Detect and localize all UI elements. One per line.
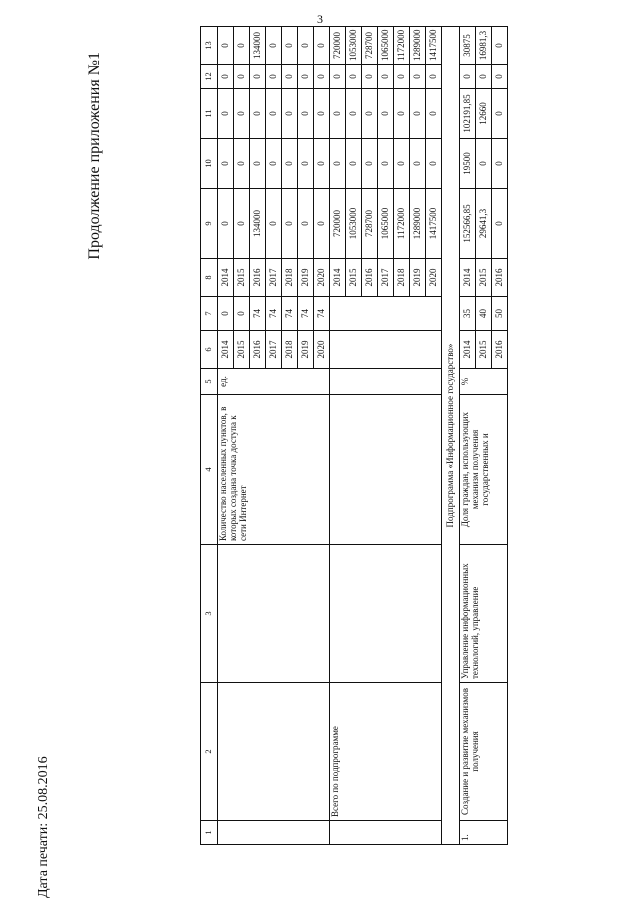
table-cell: 2014 <box>330 259 346 297</box>
header-cell: 7 <box>201 297 218 331</box>
table-cell: 0 <box>282 89 298 139</box>
table-cell: 2018 <box>282 331 298 369</box>
table-cell: 74 <box>314 297 330 331</box>
table-cell: 0 <box>282 189 298 259</box>
table-cell: 0 <box>250 65 266 89</box>
table-cell: 0 <box>426 65 442 89</box>
header-cell: 8 <box>201 259 218 297</box>
table-cell: 2020 <box>426 259 442 297</box>
table-cell: 0 <box>314 65 330 89</box>
table-cell: 2018 <box>394 259 410 297</box>
table-cell: 0 <box>234 27 250 65</box>
table-cell: 2017 <box>266 259 282 297</box>
table-cell: 40 <box>476 297 492 331</box>
table-cell: 2015 <box>234 259 250 297</box>
table-cell: 0 <box>492 189 508 259</box>
empty-cell <box>218 821 330 845</box>
table-cell: 2014 <box>460 259 476 297</box>
table-cell: 2014 <box>218 331 234 369</box>
appendix-title: Продолжение приложения №1 <box>86 52 103 260</box>
table-cell: 74 <box>298 297 314 331</box>
empty-cell <box>330 297 442 331</box>
empty-cell <box>330 395 442 545</box>
table-cell: 2020 <box>314 259 330 297</box>
table-cell: 0 <box>218 189 234 259</box>
table-cell: 0 <box>346 139 362 189</box>
table-cell: 0 <box>410 89 426 139</box>
table-cell: 1065000 <box>378 27 394 65</box>
table-cell: 2015 <box>346 259 362 297</box>
table-cell: 0 <box>234 189 250 259</box>
empty-cell <box>330 821 442 845</box>
table-cell: 728700 <box>362 189 378 259</box>
table-cell: 29641,3 <box>476 189 492 259</box>
table-cell: 0 <box>234 297 250 331</box>
table-cell: 2014 <box>218 259 234 297</box>
table-cell: 0 <box>378 139 394 189</box>
table-cell: 0 <box>314 189 330 259</box>
empty-cell <box>330 369 442 395</box>
table-cell: 0 <box>492 65 508 89</box>
table-cell: 2020 <box>314 331 330 369</box>
table-cell: 0 <box>314 27 330 65</box>
table-cell: 0 <box>218 297 234 331</box>
table-cell: 0 <box>378 65 394 89</box>
table-cell: 1172000 <box>394 27 410 65</box>
empty-cell <box>218 683 330 821</box>
table-cell: 2016 <box>250 331 266 369</box>
item-unit-cell: % <box>460 369 508 395</box>
table-cell: 0 <box>362 89 378 139</box>
table-cell: 0 <box>394 139 410 189</box>
total-label-cell: Всего по подпрограмме <box>330 683 442 821</box>
indicator-cell: Количество населенных пунктов, в которых создана точка доступа к сети Интернет <box>218 395 330 545</box>
table-cell: 720000 <box>330 27 346 65</box>
table-cell: 0 <box>266 27 282 65</box>
program-table <box>200 26 508 845</box>
table-cell: 0 <box>330 139 346 189</box>
table-cell: 2016 <box>250 259 266 297</box>
header-cell: 5 <box>201 369 218 395</box>
table-cell: 74 <box>266 297 282 331</box>
table-cell: 0 <box>298 189 314 259</box>
table-cell: 0 <box>394 65 410 89</box>
header-cell: 2 <box>201 683 218 821</box>
table-cell: 0 <box>362 139 378 189</box>
table-cell: 0 <box>362 65 378 89</box>
table-cell: 2018 <box>282 259 298 297</box>
table-cell: 0 <box>250 139 266 189</box>
table-cell: 2015 <box>234 331 250 369</box>
table-row <box>330 27 346 845</box>
table-cell: 16981,3 <box>476 27 492 65</box>
table-cell: 1417500 <box>426 189 442 259</box>
table-cell: 134000 <box>250 189 266 259</box>
table-cell: 0 <box>314 89 330 139</box>
table-cell: 0 <box>298 89 314 139</box>
table-cell: 0 <box>298 139 314 189</box>
table-cell: 35 <box>460 297 476 331</box>
unit-cell: ед. <box>218 369 330 395</box>
table-row <box>218 27 234 845</box>
table-cell: 0 <box>476 65 492 89</box>
header-row <box>201 27 218 845</box>
header-cell: 4 <box>201 395 218 545</box>
table-cell: 1172000 <box>394 189 410 259</box>
table-cell: 0 <box>298 65 314 89</box>
header-cell: 9 <box>201 189 218 259</box>
table-cell: 0 <box>330 89 346 139</box>
table-cell: 0 <box>218 89 234 139</box>
table-cell: 0 <box>282 27 298 65</box>
header-cell: 6 <box>201 331 218 369</box>
table-cell: 0 <box>426 139 442 189</box>
table-cell: 0 <box>234 65 250 89</box>
subprogram-title: Подпрограмма «Информационное государство» <box>442 27 460 845</box>
header-cell: 11 <box>201 89 218 139</box>
table-cell: 0 <box>346 89 362 139</box>
table-cell: 728700 <box>362 27 378 65</box>
header-cell: 3 <box>201 545 218 683</box>
table-cell: 720000 <box>330 189 346 259</box>
table-cell: 12660 <box>476 89 492 139</box>
table-cell: 0 <box>492 89 508 139</box>
table-cell: 74 <box>282 297 298 331</box>
table-cell: 152566,85 <box>460 189 476 259</box>
table-cell: 0 <box>378 89 394 139</box>
table-cell: 1417500 <box>426 27 442 65</box>
table-cell: 0 <box>218 65 234 89</box>
empty-cell <box>330 545 442 683</box>
header-cell: 12 <box>201 65 218 89</box>
table-cell: 1289000 <box>410 27 426 65</box>
empty-cell <box>218 545 330 683</box>
print-date: Дата печати: 25.08.2016 <box>36 756 51 898</box>
table-cell: 0 <box>314 139 330 189</box>
table-cell: 0 <box>394 89 410 139</box>
table-cell: 0 <box>266 65 282 89</box>
item-name-cell: Создание и развитие механизмов получения <box>460 683 508 821</box>
empty-cell <box>330 331 442 369</box>
table-cell: 1289000 <box>410 189 426 259</box>
item-number: 1. <box>460 821 508 845</box>
table-cell: 2016 <box>362 259 378 297</box>
table-cell: 2017 <box>378 259 394 297</box>
table-cell: 2019 <box>298 331 314 369</box>
table-cell: 0 <box>410 139 426 189</box>
table-row <box>460 27 476 845</box>
table-cell: 74 <box>250 297 266 331</box>
header-cell: 1 <box>201 821 218 845</box>
table-cell: 0 <box>330 65 346 89</box>
table-cell: 0 <box>234 89 250 139</box>
table-cell: 1053000 <box>346 189 362 259</box>
table-cell: 0 <box>282 139 298 189</box>
table-cell: 0 <box>234 139 250 189</box>
header-cell: 13 <box>201 27 218 65</box>
table-cell: 0 <box>346 65 362 89</box>
table-cell: 0 <box>266 189 282 259</box>
table-cell: 1053000 <box>346 27 362 65</box>
table-cell: 2014 <box>460 331 476 369</box>
table-cell: 50 <box>492 297 508 331</box>
table-cell: 0 <box>492 139 508 189</box>
table-cell: 0 <box>426 89 442 139</box>
subprogram-row <box>442 27 460 845</box>
table-cell: 2015 <box>476 259 492 297</box>
table-cell: 102191,85 <box>460 89 476 139</box>
table-cell: 0 <box>492 27 508 65</box>
table-cell: 2019 <box>410 259 426 297</box>
page-number: 3 <box>317 12 323 26</box>
table-cell: 0 <box>266 139 282 189</box>
table-cell: 0 <box>266 89 282 139</box>
table-cell: 2016 <box>492 259 508 297</box>
table-cell: 0 <box>250 89 266 139</box>
landscape-content <box>36 2 600 902</box>
table-cell: 0 <box>460 65 476 89</box>
table-cell: 30875 <box>460 27 476 65</box>
table-cell: 2016 <box>492 331 508 369</box>
item-indicator-cell: Доля граждан, использующих механизм получения государственных и <box>460 395 508 545</box>
table-cell: 1065000 <box>378 189 394 259</box>
table-cell: 0 <box>218 139 234 189</box>
table-cell: 0 <box>476 139 492 189</box>
table-cell: 19500 <box>460 139 476 189</box>
table-cell: 2015 <box>476 331 492 369</box>
table-cell: 2017 <box>266 331 282 369</box>
table-cell: 134000 <box>250 27 266 65</box>
header-cell: 10 <box>201 139 218 189</box>
table-cell: 0 <box>282 65 298 89</box>
table-cell: 0 <box>218 27 234 65</box>
item-executor-cell: Управление информационных технологий, управление <box>460 545 508 683</box>
table-cell: 2019 <box>298 259 314 297</box>
table-cell: 0 <box>298 27 314 65</box>
table-cell: 0 <box>410 65 426 89</box>
